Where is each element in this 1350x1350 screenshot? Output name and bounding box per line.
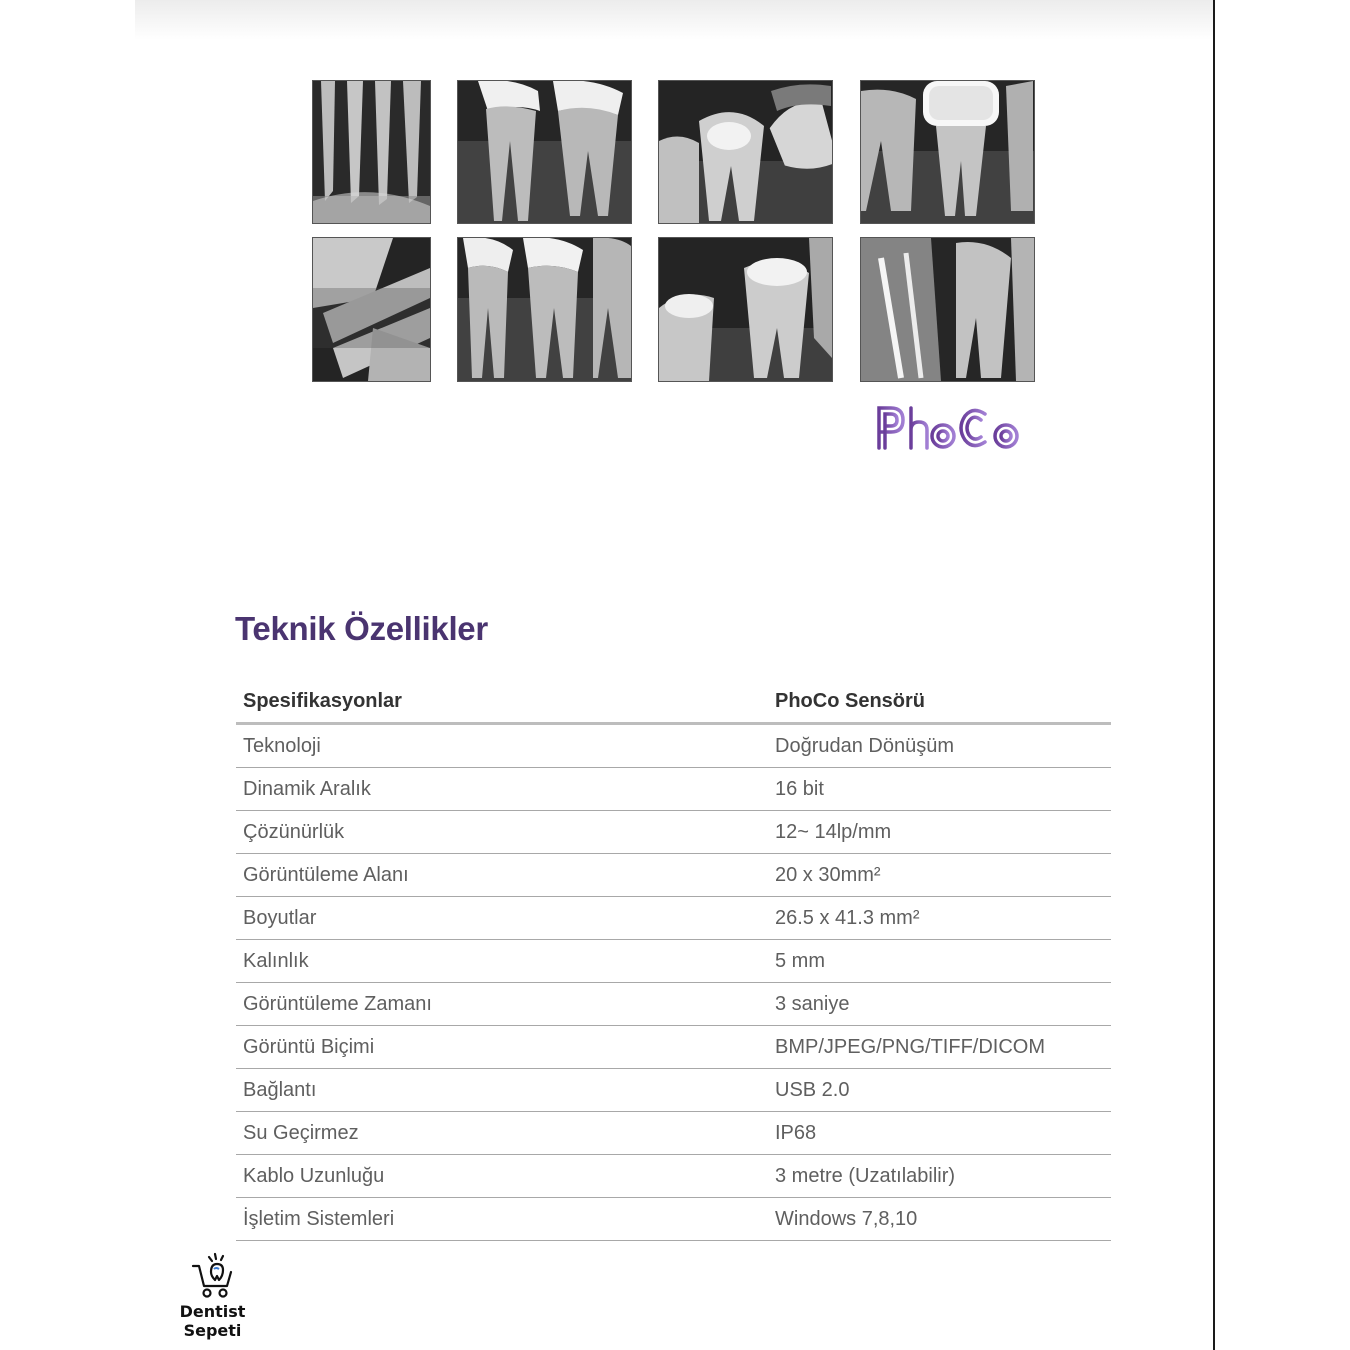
spec-name: Çözünürlük bbox=[236, 811, 768, 854]
xray-molars-1 bbox=[457, 80, 632, 224]
spec-value: 16 bit bbox=[768, 768, 1111, 811]
spec-value: 5 mm bbox=[768, 940, 1111, 983]
spec-value: 3 metre (Uzatılabilir) bbox=[768, 1155, 1111, 1198]
table-row bbox=[236, 983, 1111, 1026]
column-header-spec: Spesifikasyonlar bbox=[236, 680, 768, 724]
table-row bbox=[236, 1069, 1111, 1112]
watermark-text: Dentist Sepeti bbox=[179, 1302, 246, 1340]
spec-value: 26.5 x 41.3 mm² bbox=[768, 897, 1111, 940]
spec-name: Kablo Uzunluğu bbox=[236, 1155, 768, 1198]
dentist-sepeti-watermark bbox=[150, 1250, 275, 1340]
table-row bbox=[236, 1198, 1111, 1241]
table-row bbox=[236, 897, 1111, 940]
table-row bbox=[236, 1155, 1111, 1198]
shopping-cart-tooth-icon bbox=[189, 1250, 237, 1300]
brochure-page bbox=[135, 0, 1215, 1350]
spec-value: 12~ 14lp/mm bbox=[768, 811, 1111, 854]
table-row bbox=[236, 811, 1111, 854]
spec-table bbox=[236, 680, 1111, 1241]
phoco-logo bbox=[875, 400, 1025, 456]
xray-crown bbox=[860, 80, 1035, 224]
xray-angled-roots bbox=[312, 237, 431, 382]
spec-name: Teknoloji bbox=[236, 724, 768, 768]
table-row bbox=[236, 940, 1111, 983]
spec-value: BMP/JPEG/PNG/TIFF/DICOM bbox=[768, 1026, 1111, 1069]
spec-value: Doğrudan Dönüşüm bbox=[768, 724, 1111, 768]
spec-name: Görüntü Biçimi bbox=[236, 1026, 768, 1069]
spec-name: Bağlantı bbox=[236, 1069, 768, 1112]
spec-name: Su Geçirmez bbox=[236, 1112, 768, 1155]
spec-name: Dinamik Aralık bbox=[236, 768, 768, 811]
table-row bbox=[236, 768, 1111, 811]
column-header-product: PhoCo Sensörü bbox=[768, 680, 1111, 724]
section-title: Teknik Özellikler bbox=[235, 610, 488, 647]
spec-name: İşletim Sistemleri bbox=[236, 1198, 768, 1241]
spec-name: Görüntüleme Zamanı bbox=[236, 983, 768, 1026]
spec-value: IP68 bbox=[768, 1112, 1111, 1155]
table-row bbox=[236, 854, 1111, 897]
xray-wisdom-tooth-2 bbox=[658, 237, 833, 382]
table-row bbox=[236, 1112, 1111, 1155]
xray-wisdom-tooth-1 bbox=[658, 80, 833, 224]
spec-name: Boyutlar bbox=[236, 897, 768, 940]
xray-lower-incisors bbox=[312, 80, 431, 224]
spec-value: USB 2.0 bbox=[768, 1069, 1111, 1112]
spec-value: 20 x 30mm² bbox=[768, 854, 1111, 897]
table-row bbox=[236, 724, 1111, 768]
spec-name: Görüntüleme Alanı bbox=[236, 854, 768, 897]
spec-name: Kalınlık bbox=[236, 940, 768, 983]
xray-gallery bbox=[135, 0, 1213, 400]
xray-root-canal bbox=[860, 237, 1035, 382]
spec-value: 3 saniye bbox=[768, 983, 1111, 1026]
table-header-row bbox=[236, 680, 1111, 724]
spec-value: Windows 7,8,10 bbox=[768, 1198, 1111, 1241]
table-row bbox=[236, 1026, 1111, 1069]
xray-molars-2 bbox=[457, 237, 632, 382]
